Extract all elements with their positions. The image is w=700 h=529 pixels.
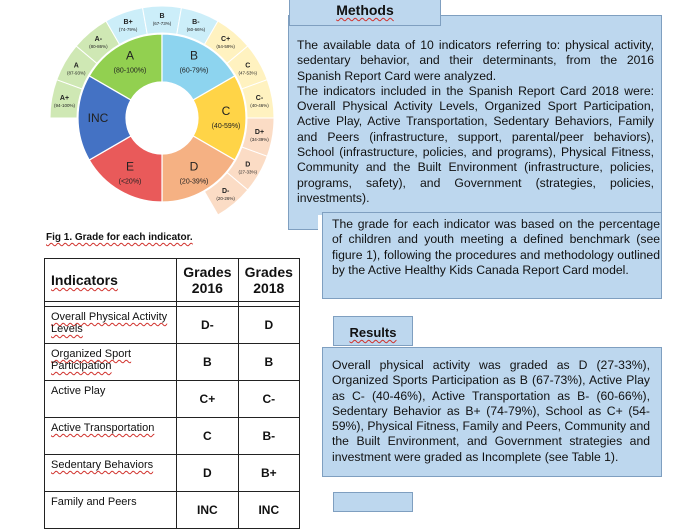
indicator-cell: Organized Sport Participation (45, 344, 177, 381)
wheel-outer-range: (54-59%) (216, 44, 235, 50)
wheel-outer-label: C+ (221, 36, 231, 44)
wheel-outer-range: (80-86%) (89, 44, 108, 50)
grade-2018-cell: D (238, 307, 299, 344)
grade-2018-cell: B+ (238, 455, 299, 492)
methods-paragraph-3: The grade for each indicator was based on the percentage of children and youth meeting a defined benchmark (see figure 1), following the procedures and methodology outlined by the Active Healthy Kids Canada Report Card model. (332, 217, 660, 277)
grade-2016-cell: D (177, 455, 238, 492)
table-row (45, 344, 300, 381)
wheel-outer-label: A (73, 62, 79, 70)
indicator-cell: Active Transportation (45, 418, 177, 455)
table-header-row (45, 259, 300, 302)
figure-caption: Fig 1. Grade for each indicator. (46, 232, 193, 243)
indicator-cell: Family and Peers (45, 492, 177, 529)
grade-2018-cell: INC (238, 492, 299, 529)
results-title-text: Results (349, 325, 397, 340)
wheel-outer-range: (94-100%) (53, 102, 76, 108)
wheel-outer-label: D+ (254, 129, 265, 137)
wheel-label-b: B (189, 48, 199, 63)
grade-2016-cell: C (177, 418, 238, 455)
header-indicators: Indicators (45, 259, 177, 302)
results-title (333, 316, 413, 346)
wheel-range-e: (<20%) (118, 178, 142, 186)
grades-table (44, 258, 300, 529)
wheel-outer-range: (60-66%) (186, 26, 206, 32)
wheel-outer-label: A- (94, 36, 103, 44)
wheel-outer-range: (74-79%) (118, 26, 138, 32)
indicator-cell: Active Play (45, 381, 177, 418)
header-grades-2016: Grades 2016 (177, 259, 238, 302)
wheel-range-b: (60-79%) (179, 67, 209, 75)
grade-wheel-figure (44, 0, 284, 222)
next-section-tab (333, 492, 413, 512)
methods-title (289, 0, 441, 26)
wheel-outer-range: (47-53%) (238, 70, 257, 76)
grade-2018-cell: C- (238, 381, 299, 418)
grade-2018-cell: B- (238, 418, 299, 455)
wheel-outer-label: D (245, 161, 251, 169)
wheel-outer-range: (67-73%) (152, 21, 172, 26)
wheel-outer-range: (27-33%) (238, 169, 257, 175)
grade-2016-cell: D- (177, 307, 238, 344)
wheel-outer-label: C- (255, 94, 264, 102)
methods-paragraph-1: The available data of 10 indicators referring to: physical activity, sedentary behavior, and their determinants, from the 2016 Spanish Report Card were analyzed. (297, 38, 654, 83)
wheel-range-a: (80-100%) (113, 67, 147, 75)
wheel-outer-range: (87-93%) (67, 70, 86, 76)
table-row (45, 455, 300, 492)
grade-2016-cell: INC (177, 492, 238, 529)
wheel-outer-label: B+ (123, 18, 133, 26)
wheel-outer-range: (34-39%) (250, 137, 269, 143)
wheel-range-d: (20-39%) (179, 178, 209, 186)
wheel-outer-range: (40-46%) (250, 102, 269, 108)
grade-2018-cell: B (238, 344, 299, 381)
table-row (45, 381, 300, 418)
grade-2016-cell: B (177, 344, 238, 381)
table-row (45, 418, 300, 455)
wheel-outer-range: (20-26%) (216, 195, 235, 201)
table-row (45, 492, 300, 529)
wheel-outer-label: D- (221, 187, 230, 195)
methods-title-text: Methods (336, 2, 394, 18)
results-body: Overall physical activity was graded as D (27-33%), Organized Sports Participation as B (67-73%), Active Play as C- (40-46%), Active Transportation as B- (60-66%), Sedentary Behavior as B+ (74-79%), School as C+ (54-59%), Physical Fitness, Family and Peers, Community and the Built Environment, and Government strategies and investment were graded as Incomplete (see Table 1). (332, 358, 650, 464)
indicator-cell: Sedentary Behaviors (45, 455, 177, 492)
wheel-label-e: E (125, 159, 135, 174)
grade-2016-cell: C+ (177, 381, 238, 418)
indicator-cell: Overall Physical Activity Levels (45, 307, 177, 344)
wheel-outer-label: B (159, 13, 165, 20)
wheel-center-hole (126, 82, 198, 154)
wheel-label-c: C (221, 104, 231, 118)
methods-body (297, 38, 654, 206)
methods-paragraph-2: The indicators included in the Spanish Report Card 2018 were: Overall Physical Activity Levels, Organized Sport Participation, Active Play, Active Transportation, Sedentary Behaviors, Family and Peers (infrastructure, support, parental/peer behaviors), School (infrastructure, policies, and programs), Physical Fitness, Community and the Built Environment (infrastructure, policies, programs, safety), and Government (strategies, policies, investments). (297, 83, 654, 205)
table-row (45, 307, 300, 344)
wheel-label-inc: INC (87, 111, 109, 125)
wheel-label-a: A (125, 48, 135, 63)
wheel-outer-label: C (245, 62, 251, 70)
wheel-range-c: (40-59%) (211, 123, 241, 130)
wheel-outer-label: A+ (59, 94, 70, 102)
wheel-label-d: D (189, 159, 199, 174)
header-grades-2018: Grades 2018 (238, 259, 299, 302)
wheel-outer-label: B- (192, 18, 200, 26)
